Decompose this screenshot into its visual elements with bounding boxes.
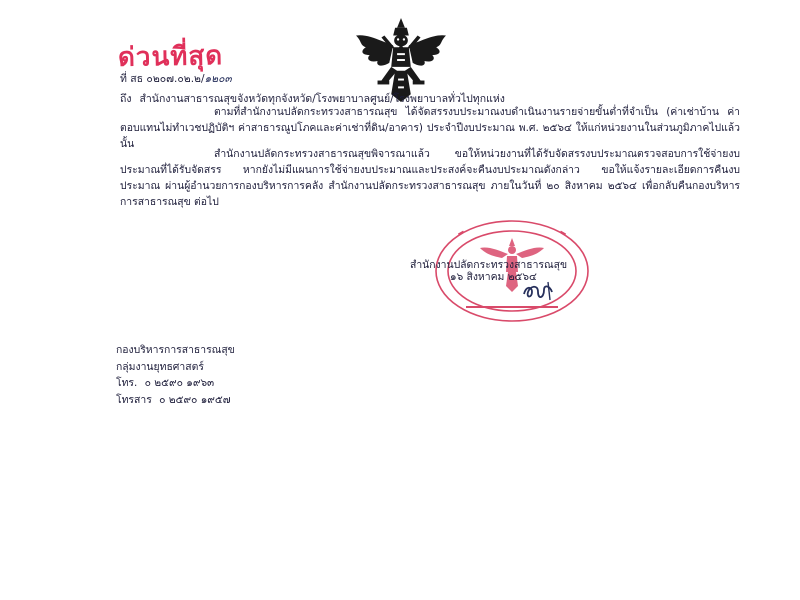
- document-number-prefix: ที่ สธ ๐๒๐๗.๐๒.๒/: [120, 73, 205, 85]
- fax-line: [116, 392, 235, 409]
- fax-number: ๐ ๒๕๙๐ ๑๙๕๗: [159, 393, 231, 406]
- recipient-text: สำนักงานสาธารณสุขจังหวัดทุกจังหวัด/โรงพยาบาลศูนย์/โรงพยาบาลทั่วไปทุกแห่ง: [139, 93, 505, 105]
- fax-label: โทรสาร: [116, 393, 152, 406]
- telephone-line: [116, 375, 235, 392]
- body-paragraph-2: สำนักงานปลัดกระทรวงสาธารณสุขพิจารณาแล้ว ขอให้หน่วยงานที่ได้รับจัดสรรงบประมาณตรวจสอบการใช้จ่ายงบประมาณที่ได้รับจัดสรร หากยังไม่มีแผนการใช้จ่ายงบประมาณและประสงค์จะคืนงบประมาณดังกล่าว ขอให้แจ้งรายละเอียดการคืนงบประมาณ ผ่านผู้อำนวยการกองบริหารการคลัง สำนักงานปลัดกระทรวงสาธารณสุข ภายในวันที่ ๒๐ สิงหาคม ๒๕๖๔ เพื่อกลับคืนกองบริหารการสาธารณสุข ต่อไป: [120, 148, 740, 208]
- signature-office: สำนักงานปลัดกระทรวงสาธารณสุข: [410, 259, 568, 271]
- handwritten-initials-icon: [520, 278, 556, 304]
- telephone-label: โทร.: [116, 377, 138, 389]
- document-number-handwritten: ๑๒๐๓: [204, 73, 232, 85]
- contact-block: [116, 342, 235, 408]
- group-name: กลุ่มงานยุทธศาสตร์: [116, 360, 204, 373]
- body-paragraph-1: ตามที่สำนักงานปลัดกระทรวงสาธารณสุข ได้จัดสรรงบประมาณงบดำเนินงานรายจ่ายขั้นต่ำที่จำเป็น (ค่าเช่าบ้าน ค่าตอบแทนไม่ทำเวชปฏิบัติฯ ค่าสาธารณูปโภคและค่าเช่าที่ดิน/อาคาร) ประจำปีงบประมาณ พ.ศ. ๒๕๖๔ ให้แก่หน่วยงานในส่วนภูมิภาคไปแล้ว นั้น: [120, 106, 740, 150]
- signature-date: ๑๖ สิงหาคม ๒๕๖๔: [450, 271, 537, 283]
- urgent-stamp: ด่วนที่สุด: [117, 41, 224, 73]
- division-name: กองบริหารการสาธารณสุข: [116, 344, 235, 356]
- telephone-number: ๐ ๒๕๙๐ ๑๙๖๓: [144, 377, 215, 389]
- document-number: [120, 70, 232, 87]
- recipient-label: ถึง: [120, 93, 132, 105]
